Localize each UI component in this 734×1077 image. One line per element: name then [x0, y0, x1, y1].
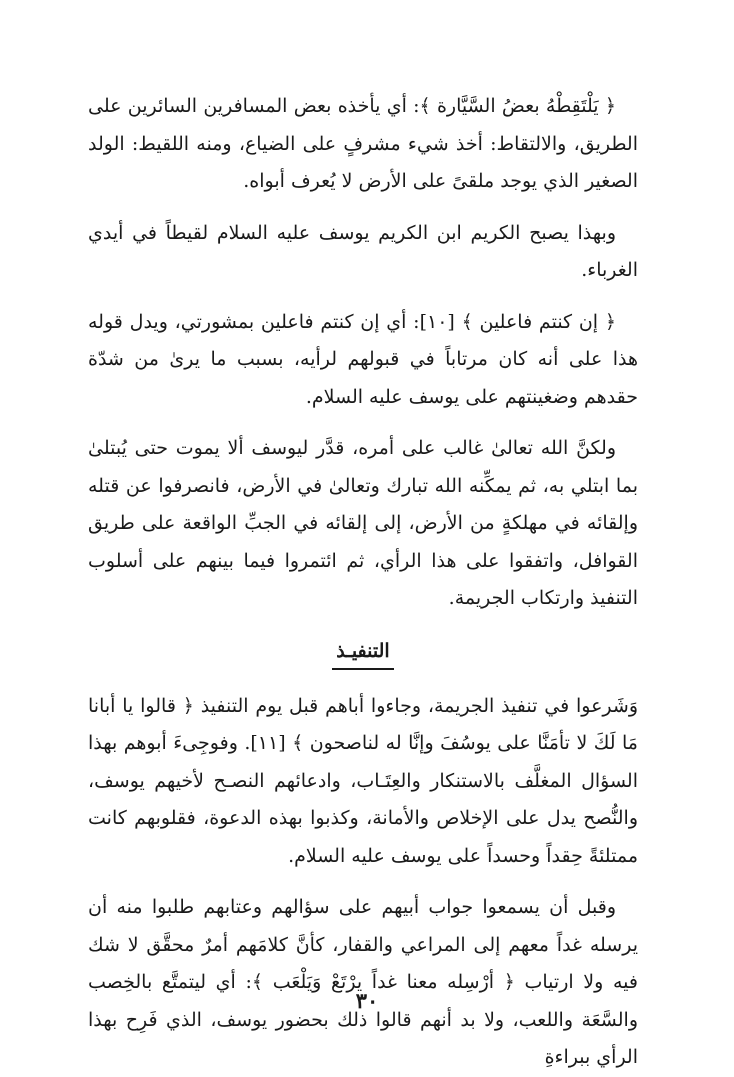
paragraph-5-text: وَشَرعوا في تنفيذ الجريمة، وجاءوا أباهم قبل يوم التنفيذ ﴿ قالوا يا أبانا مَا لَكَ لا تأمَنَّا على يوسُفَ وإنَّا له لناصحون ﴾ [١١]. وفوجِىءَ أبوهم بهذا السؤال المغلَّف بالاستنكار والعِتَـاب، وادعائهم النصـح لأخيهم يوسف، والنُّصح يدل على الإخلاص والأمانة، وكذبوا بهذه الدعوة، فقلوبهم كانت ممتلئةً حِقداً وحسداً على يوسف عليه السلام.: [88, 694, 638, 867]
paragraph-4-text: ولكنَّ الله تعالىٰ غالب على أمره، قدَّر ليوسف ألا يموت حتى يُبتلىٰ بما ابتلي به، ثم يمكِّنه الله تبارك وتعالىٰ في الأرض، فانصرفوا عن قتله وإلقائه في مهلكةٍ من الأرض، إلى إلقائه في الجبِّ الواقعة على طريق القوافل، واتفقوا على هذا الرأي، ثم ائتمروا فيما بينهم على أسلوب التنفيذ وارتكاب الجريمة.: [88, 437, 638, 609]
paragraph-4: [88, 430, 638, 618]
section-heading-text: التنفيـذ: [332, 636, 393, 670]
page-number: ٣٠: [355, 988, 379, 1013]
paragraph-3-text: ﴿ إن كنتم فاعلين ﴾ [١٠]: أي إن كنتم فاعلين بمشورتي، ويدل قوله هذا على أنه كان مرتاباً في قبولهم لرأيه، بسبب ما يرىٰ من شدّة حقدهم وضغينتهم على يوسف عليه السلام.: [88, 310, 638, 408]
paragraph-6: [88, 889, 638, 1077]
paragraph-2: [88, 215, 638, 290]
section-heading: [88, 636, 638, 670]
paragraph-5: [88, 688, 638, 876]
paragraph-1-text: ﴿ يَلْتَقِطْهُ بعضُ السَّيَّارة ﴾: أي يأخذه بعض المسافرين السائرين على الطريق، والالتقاط: أخذ شيء مشرفٍ على الضياع، ومنه اللقيط: الولد الصغير الذي يوجد ملقىً على الأرض لا يُعرف أبواه.: [88, 95, 638, 192]
paragraph-3: [88, 304, 638, 417]
paragraph-1: [88, 88, 638, 201]
paragraph-6-text: وقبل أن يسمعوا جواب أبيهم على سؤالهم وعتابهم طلبوا منه أن يرسله غداً معهم إلى المراعي والقفار، كأنَّ كلامَهم أمرٌ محقَّق لا شك فيه ولا ارتياب ﴿ أرْسِله معنا غداً يرْتَعْ وَيَلْعَب ﴾: أي ليتمتَّع بالخِصب والسَّعَة واللعب، ولا بد أنهم قالوا ذلك بحضور يوسف، الذي فَرِح بهذا الرأي ببراءةِ: [88, 896, 638, 1068]
paragraph-2-text: وبهذا يصبح الكريم ابن الكريم يوسف عليه السلام لقيطاً في أيدي الغرباء.: [88, 221, 638, 281]
